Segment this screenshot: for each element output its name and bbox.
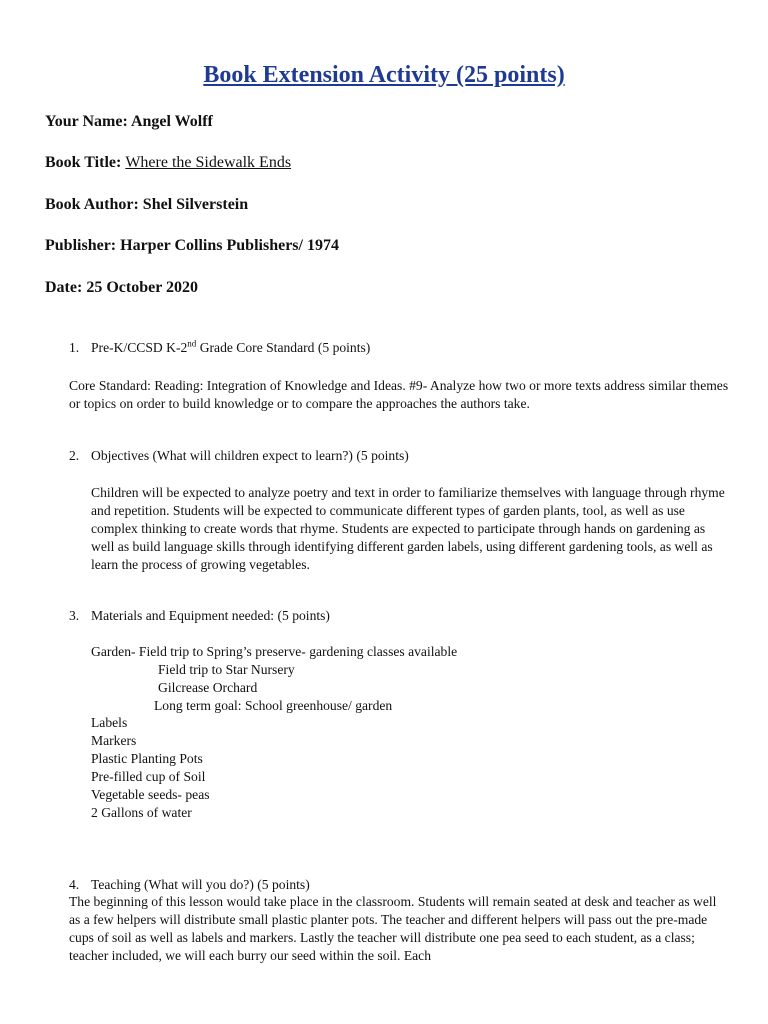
date-value: 25 October 2020 <box>86 279 198 296</box>
section-2-body: Children will be expected to analyze poetry and text in order to familiarize themselves with language through rhyme and repetition. Students will be expected to communicate different types of garden plants, tool, as well as use complex thinking to create words that rhyme. Students are expected to participate through hands on gardening as well as build language skills through identifying different garden labels, using different gardening tools, as well as learn the process of growing vegetables. <box>91 485 725 572</box>
date-label: Date: <box>45 279 83 296</box>
material-item: Long term goal: School greenhouse/ garden <box>154 698 393 713</box>
section-4-heading-text: Teaching (What will you do?) (5 points) <box>91 877 310 892</box>
date-field <box>45 279 198 297</box>
material-item: Field trip to Star Nursery <box>158 662 295 677</box>
material-item: Pre-filled cup of Soil <box>91 769 206 784</box>
book-title-value: Where the Sidewalk Ends <box>125 154 292 171</box>
section-1-heading-pre: Pre-K/CCSD K-2 <box>91 340 188 355</box>
section-3-heading-text: Materials and Equipment needed: (5 points) <box>91 608 330 623</box>
section-2-heading <box>69 448 409 464</box>
section-1-heading <box>69 340 370 356</box>
publisher-field <box>45 237 339 255</box>
section-4-heading <box>69 877 310 893</box>
name-value: Angel Wolff <box>130 113 213 130</box>
author-value: Shel Silverstein <box>142 196 249 213</box>
material-item: Vegetable seeds- peas <box>91 787 210 802</box>
material-item: Garden- Field trip to Spring’s preserve- gardening classes available <box>91 644 458 659</box>
section-3-heading <box>69 608 330 624</box>
section-4-number: 4. <box>69 877 80 892</box>
name-label: Your Name: <box>45 113 128 130</box>
material-item: Markers <box>91 733 137 748</box>
document-title: Book Extension Activity (25 points) <box>203 62 565 88</box>
section-1-number: 1. <box>69 340 80 355</box>
section-1-body: Core Standard: Reading: Integration of Knowledge and Ideas. #9- Analyze how two or more texts address similar themes or topics on order to build knowledge or to compare the approaches the authors take. <box>69 378 729 411</box>
name-field <box>45 113 213 131</box>
publisher-label: Publisher: <box>45 237 117 254</box>
book-title-label: Book Title: <box>45 154 122 171</box>
section-2-heading-text: Objectives (What will children expect to learn?) (5 points) <box>91 448 409 463</box>
publisher-value: Harper Collins Publishers/ 1974 <box>120 237 339 254</box>
section-4-body: The beginning of this lesson would take place in the classroom. Students will remain seated at desk and teacher as well as a few helpers will distribute small plastic planter pots. The teacher and different helpers will pass out the pre-made cups of soil as well as labels and markers. Lastly the teacher will distribute one pea seed to each student, as a class; teacher included, we will each burry our seed within the soil. Each <box>69 894 717 963</box>
material-item: Gilcrease Orchard <box>158 680 258 695</box>
material-item: Labels <box>91 715 128 730</box>
material-item: Plastic Planting Pots <box>91 751 203 766</box>
section-2-number: 2. <box>69 448 80 463</box>
book-title-field <box>45 154 291 172</box>
section-1-heading-post: Grade Core Standard (5 points) <box>196 340 371 355</box>
author-label: Book Author: <box>45 196 139 213</box>
material-item: 2 Gallons of water <box>91 805 192 820</box>
author-field <box>45 196 248 214</box>
section-1-heading-sup: nd <box>187 338 197 349</box>
section-3-number: 3. <box>69 608 80 623</box>
